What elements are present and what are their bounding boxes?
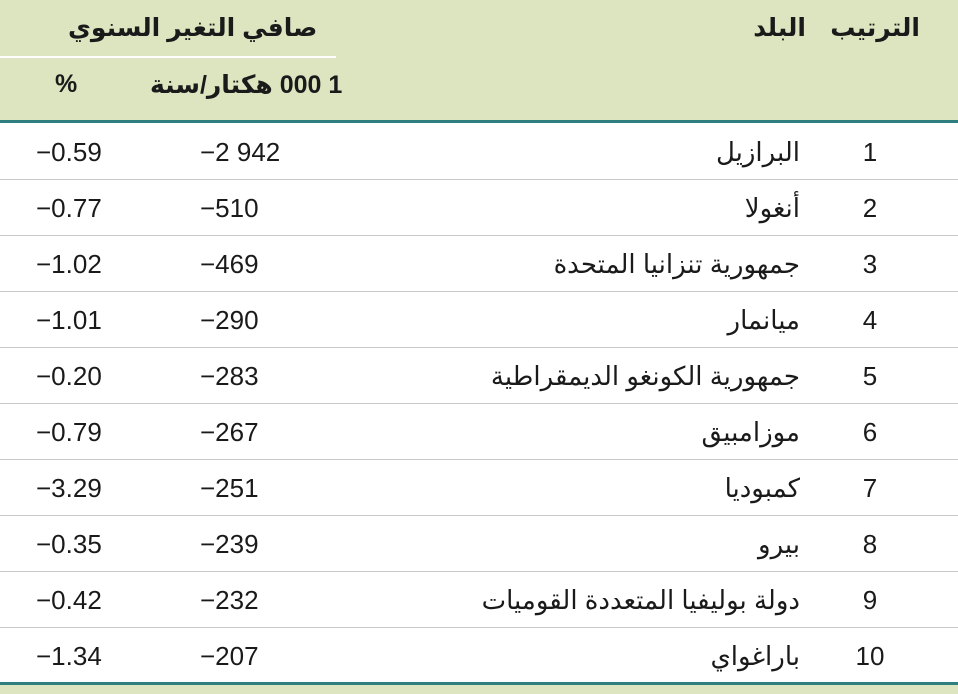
country-cell: أنغولا bbox=[744, 193, 800, 223]
table-header bbox=[0, 0, 958, 120]
rank-cell: 8 bbox=[862, 529, 878, 559]
table-row bbox=[0, 235, 958, 292]
percent-cell: −0.59 bbox=[36, 137, 102, 167]
rank-cell: 9 bbox=[862, 585, 878, 615]
header-country: البلد bbox=[753, 14, 806, 42]
hectares-cell: −469 bbox=[200, 249, 259, 279]
country-cell: كمبوديا bbox=[724, 473, 800, 503]
hectares-cell: −283 bbox=[200, 361, 259, 391]
country-cell: البرازيل bbox=[715, 137, 800, 167]
hectares-cell: −290 bbox=[200, 305, 259, 335]
header-unit-percent: % bbox=[55, 70, 78, 98]
table-footer bbox=[0, 685, 958, 694]
header-annual-net-change: صافي التغير السنوي bbox=[68, 14, 318, 42]
hectares-cell: −232 bbox=[200, 585, 259, 615]
table-row bbox=[0, 571, 958, 628]
hectares-cell: −207 bbox=[200, 641, 259, 671]
country-cell: ميانمار bbox=[727, 305, 800, 335]
rank-cell: 7 bbox=[862, 473, 878, 503]
table-row bbox=[0, 459, 958, 516]
rank-cell: 5 bbox=[862, 361, 878, 391]
hectares-cell: −239 bbox=[200, 529, 259, 559]
table-row bbox=[0, 291, 958, 348]
header-group-divider bbox=[0, 56, 336, 58]
rank-cell: 4 bbox=[862, 305, 878, 335]
percent-cell: −1.02 bbox=[36, 249, 102, 279]
percent-cell: −3.29 bbox=[36, 473, 102, 503]
rank-cell: 6 bbox=[862, 417, 878, 447]
rank-cell: 10 bbox=[855, 641, 885, 671]
header-rank: الترتيب bbox=[830, 14, 920, 42]
table-row bbox=[0, 179, 958, 236]
table-row bbox=[0, 123, 958, 180]
hectares-cell: −251 bbox=[200, 473, 259, 503]
rank-cell: 2 bbox=[862, 193, 878, 223]
country-cell: بيرو bbox=[758, 529, 800, 559]
table-row bbox=[0, 627, 958, 683]
percent-cell: −0.35 bbox=[36, 529, 102, 559]
percent-cell: −0.77 bbox=[36, 193, 102, 223]
percent-cell: −0.79 bbox=[36, 417, 102, 447]
country-cell: جمهورية تنزانيا المتحدة bbox=[553, 249, 800, 279]
percent-cell: −0.20 bbox=[36, 361, 102, 391]
country-cell: باراغواي bbox=[710, 641, 800, 671]
percent-cell: −0.42 bbox=[36, 585, 102, 615]
hectares-cell: −267 bbox=[200, 417, 259, 447]
rank-cell: 3 bbox=[862, 249, 878, 279]
table-row bbox=[0, 515, 958, 572]
percent-cell: −1.01 bbox=[36, 305, 102, 335]
hectares-cell: −510 bbox=[200, 193, 259, 223]
country-cell: دولة بوليفيا المتعددة القوميات bbox=[481, 585, 800, 615]
country-cell: موزامبيق bbox=[701, 417, 800, 447]
table-row bbox=[0, 403, 958, 460]
header-unit-hectares: 1 000 هكتار/سنة bbox=[150, 71, 343, 99]
country-cell: جمهورية الكونغو الديمقراطية bbox=[490, 361, 800, 391]
rank-cell: 1 bbox=[862, 137, 878, 167]
percent-cell: −1.34 bbox=[36, 641, 102, 671]
hectares-cell: −2 942 bbox=[200, 137, 281, 167]
table-row bbox=[0, 347, 958, 404]
